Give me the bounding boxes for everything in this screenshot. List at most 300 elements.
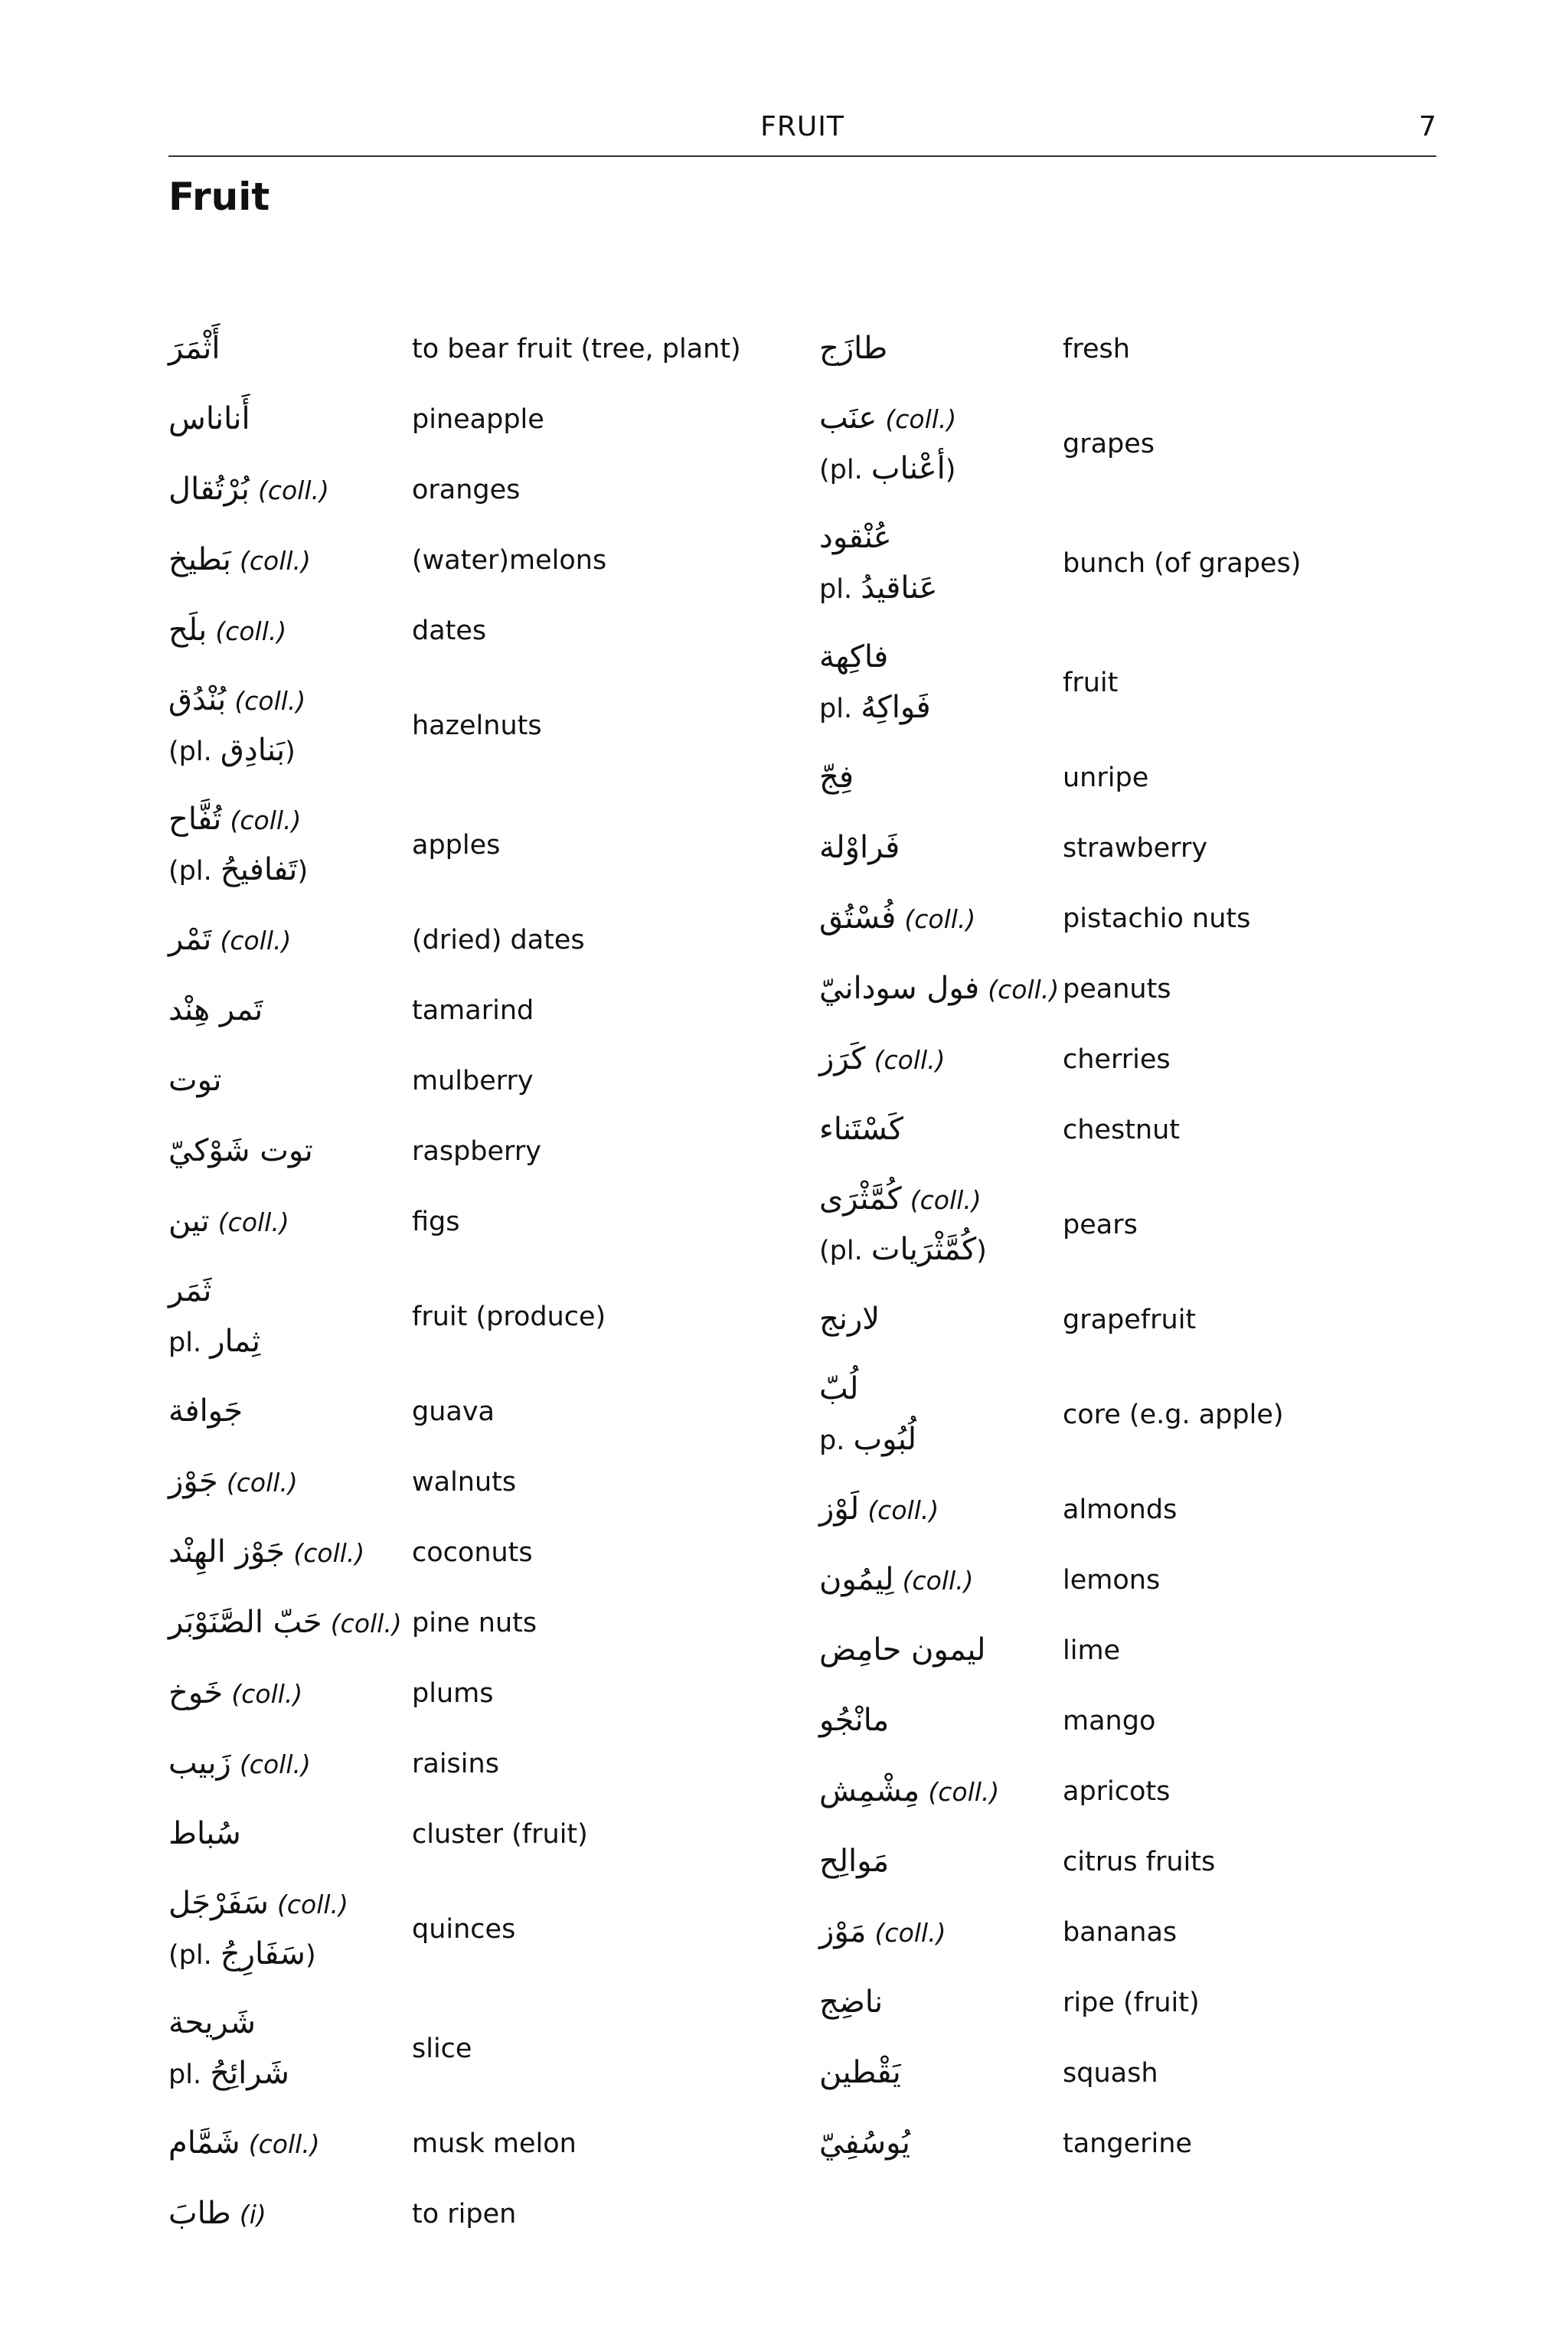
- english-gloss: dates: [412, 616, 487, 646]
- english-gloss: (dried) dates: [412, 925, 585, 956]
- plural-arabic: ثِمار: [210, 1324, 260, 1359]
- vocab-entry: [819, 1897, 1447, 1968]
- grammar-note: (coll.): [330, 1609, 402, 1638]
- entry-term: [819, 1907, 1063, 1958]
- term-line: [819, 2118, 1063, 2169]
- arabic-word: جَوْز الهِنْد: [168, 1534, 286, 1570]
- english-gloss: fruit: [1063, 668, 1119, 698]
- arabic-word: أَثْمَرَ: [168, 331, 220, 366]
- arabic-word: سُباط: [168, 1816, 241, 1851]
- arabic-word: توت: [168, 1063, 222, 1098]
- arabic-word: فاكِهة: [819, 639, 889, 675]
- english-gloss: citrus fruits: [1063, 1847, 1216, 1877]
- arabic-word: مِشْمِش: [819, 1773, 920, 1808]
- vocab-entry: [819, 884, 1447, 954]
- entry-term: [168, 1527, 412, 1578]
- arabic-word: بَطيخ: [168, 542, 231, 577]
- plural-arabic: عَناقيدُ: [861, 570, 938, 606]
- term-line: [819, 324, 1063, 374]
- entry-term: [168, 2118, 412, 2169]
- entry-term: [819, 1766, 1063, 1817]
- plural-prefix: pl.: [819, 574, 853, 605]
- vocab-entry: [819, 1545, 1447, 1615]
- term-line: [168, 1809, 412, 1860]
- arabic-word: كَسْتَناء: [819, 1112, 903, 1147]
- arabic-word: مانْجُو: [819, 1703, 890, 1738]
- term-line: [819, 753, 1063, 803]
- arabic-word: لُبّ: [819, 1371, 859, 1406]
- term-line: [168, 2118, 412, 2169]
- grammar-note: (coll.): [276, 1890, 348, 1919]
- plural-line: [168, 726, 412, 776]
- english-gloss: core (e.g. apple): [1063, 1400, 1284, 1430]
- term-line: [168, 535, 412, 586]
- term-line: [168, 1598, 412, 1648]
- term-line: [168, 1387, 412, 1437]
- term-line: [819, 1295, 1063, 1345]
- term-line: [168, 1457, 412, 1508]
- english-gloss: cherries: [1063, 1044, 1171, 1075]
- entry-term: [819, 1696, 1063, 1746]
- entry-term: [819, 1295, 1063, 1345]
- english-gloss: squash: [1063, 2058, 1158, 2089]
- entry-term: [168, 1126, 412, 1177]
- grammar-note: (coll.): [231, 1679, 303, 1709]
- vocab-entry: [819, 384, 1447, 504]
- term-line: [819, 2048, 1063, 2099]
- plural-prefix: pl.: [819, 694, 853, 724]
- arabic-word: شَمَّام: [168, 2125, 240, 2161]
- arabic-word: فَراوْلة: [819, 830, 900, 865]
- entry-term: [168, 1056, 412, 1106]
- term-line: [819, 394, 1063, 444]
- arabic-word: تَمر هِنْد: [168, 992, 263, 1027]
- plural-suffix: ): [305, 1940, 316, 1971]
- term-line: [819, 632, 1063, 683]
- arabic-word: ليمون حامِض: [819, 1632, 986, 1668]
- grammar-note: (i): [239, 2200, 266, 2230]
- running-header: [168, 111, 1436, 157]
- grammar-note: (coll.): [217, 1207, 289, 1237]
- term-line: [819, 1625, 1063, 1676]
- arabic-word: عنَب: [819, 400, 877, 436]
- plural-prefix: (pl.: [168, 856, 212, 887]
- arabic-word: فِجّ: [819, 760, 854, 795]
- vocab-entry: [168, 1377, 796, 1447]
- plural-line: [168, 1929, 412, 1980]
- vocab-entry: [168, 2179, 796, 2249]
- term-line: [819, 1907, 1063, 1958]
- arabic-word: زَبيب: [168, 1746, 231, 1781]
- arabic-word: جَوافة: [168, 1393, 243, 1429]
- entry-term: [819, 394, 1063, 495]
- english-gloss: raisins: [412, 1749, 499, 1779]
- term-line: [168, 394, 412, 445]
- vocab-entry: [819, 623, 1447, 743]
- vocab-entry: [819, 1355, 1447, 1475]
- plural-arabic: بَنادِق: [220, 733, 286, 768]
- vocab-entry: [819, 2109, 1447, 2179]
- arabic-word: ناضِج: [819, 1984, 884, 2020]
- vocab-entry: [819, 954, 1447, 1024]
- entry-term: [819, 1105, 1063, 1155]
- english-gloss: tangerine: [1063, 2128, 1192, 2159]
- term-line: [168, 1056, 412, 1106]
- vocab-entry: [168, 1517, 796, 1588]
- entry-term: [819, 1364, 1063, 1465]
- term-line: [168, 606, 412, 656]
- plural-line: [168, 1317, 412, 1367]
- english-gloss: ripe (fruit): [1063, 1988, 1200, 2018]
- english-gloss: chestnut: [1063, 1115, 1181, 1145]
- term-line: [819, 1105, 1063, 1155]
- english-gloss: musk melon: [412, 2128, 577, 2159]
- plural-prefix: (pl.: [168, 1940, 212, 1971]
- term-line: [168, 1668, 412, 1719]
- term-line: [819, 1766, 1063, 1817]
- entry-term: [819, 1978, 1063, 2028]
- vocab-entry: [168, 1116, 796, 1187]
- plural-arabic: سَفَارِجُ: [220, 1936, 305, 1971]
- plural-line: [819, 1225, 1063, 1276]
- english-gloss: unripe: [1063, 763, 1149, 793]
- entry-term: [168, 1387, 412, 1437]
- entry-term: [168, 394, 412, 445]
- entry-term: [819, 893, 1063, 944]
- term-line: [819, 513, 1063, 564]
- english-gloss: to bear fruit (tree, plant): [412, 334, 741, 364]
- english-gloss: oranges: [412, 475, 521, 505]
- vocab-entry: [168, 1588, 796, 1658]
- grammar-note: (coll.): [248, 2129, 320, 2159]
- arabic-word: خَوخ: [168, 1675, 224, 1710]
- plural-prefix: (pl.: [819, 455, 863, 485]
- entry-term: [168, 465, 412, 515]
- vocab-entry: [819, 1285, 1447, 1355]
- arabic-word: حَبّ الصَّنَوْبَر: [168, 1605, 322, 1640]
- english-gloss: plums: [412, 1678, 494, 1709]
- english-gloss: slice: [412, 2034, 472, 2064]
- english-gloss: pistachio nuts: [1063, 903, 1251, 934]
- grammar-note: (coll.): [293, 1538, 365, 1568]
- term-line: [819, 964, 1063, 1014]
- english-gloss: almonds: [1063, 1494, 1178, 1525]
- grammar-note: (coll.): [874, 1918, 946, 1948]
- grammar-note: (coll.): [215, 616, 287, 646]
- vocab-entry: [168, 975, 796, 1046]
- english-gloss: mulberry: [412, 1066, 534, 1096]
- vocab-entry: [819, 1475, 1447, 1545]
- entry-term: [819, 1485, 1063, 1535]
- vocab-entry: [168, 905, 796, 975]
- entry-term: [819, 2118, 1063, 2169]
- term-line: [168, 1998, 412, 2049]
- arabic-word: لِيمُون: [819, 1562, 894, 1597]
- plural-line: [819, 1415, 1063, 1465]
- vocab-entry: [168, 1187, 796, 1257]
- term-line: [819, 1174, 1063, 1225]
- vocab-entry: [168, 2109, 796, 2179]
- grammar-note: (coll.): [885, 404, 957, 434]
- term-line: [819, 1485, 1063, 1535]
- plural-arabic: لُبُوب: [853, 1422, 917, 1457]
- entry-term: [168, 606, 412, 656]
- term-line: [168, 675, 412, 726]
- arabic-word: شَريحة: [168, 2005, 256, 2040]
- arabic-word: سَفَرْجَل: [168, 1886, 269, 1921]
- english-gloss: bananas: [1063, 1917, 1178, 1948]
- arabic-word: تَمْر: [168, 922, 212, 957]
- term-line: [168, 1527, 412, 1578]
- arabic-word: أَناناس: [168, 401, 250, 436]
- entry-term: [819, 2048, 1063, 2099]
- plural-arabic: أعْناب: [871, 451, 946, 486]
- english-gloss: figs: [412, 1207, 460, 1237]
- entry-term: [168, 1998, 412, 2099]
- term-line: [168, 1126, 412, 1177]
- entry-term: [819, 513, 1063, 614]
- vocab-entry: [819, 2038, 1447, 2109]
- english-gloss: raspberry: [412, 1136, 541, 1167]
- entry-term: [168, 1809, 412, 1860]
- vocab-entry: [168, 1729, 796, 1799]
- entry-term: [168, 675, 412, 776]
- plural-line: [819, 683, 1063, 733]
- entry-term: [168, 985, 412, 1036]
- vocab-entry: [168, 384, 796, 455]
- entry-term: [168, 795, 412, 896]
- arabic-word: لارنج: [819, 1302, 880, 1337]
- term-line: [168, 1197, 412, 1247]
- vocab-entry: [819, 314, 1447, 384]
- english-gloss: peanuts: [1063, 974, 1171, 1004]
- english-gloss: grapefruit: [1063, 1305, 1197, 1335]
- entry-term: [168, 2189, 412, 2239]
- arabic-word: بُرْتُقال: [168, 472, 250, 507]
- arabic-word: كَرَز: [819, 1041, 866, 1076]
- vocab-entry: [168, 596, 796, 666]
- vocab-entry: [168, 1447, 796, 1517]
- plural-arabic: فَواكِهُ: [861, 690, 931, 725]
- vocab-entry: [819, 743, 1447, 813]
- vocab-entry: [168, 1658, 796, 1729]
- vocab-entry: [819, 1968, 1447, 2038]
- grammar-note: (coll.): [867, 1495, 939, 1525]
- term-line: [168, 1739, 412, 1789]
- vocab-entry: [168, 1799, 796, 1870]
- arabic-word: يَقْطين: [819, 2055, 901, 2090]
- arabic-word: يُوسُفِيّ: [819, 2125, 910, 2161]
- grammar-note: (coll.): [226, 1468, 298, 1498]
- grammar-note: (coll.): [904, 904, 976, 934]
- entry-term: [168, 915, 412, 965]
- vocab-entry: [819, 1827, 1447, 1897]
- arabic-word: بُنْدُق: [168, 682, 227, 717]
- term-line: [168, 795, 412, 845]
- grammar-note: (coll.): [988, 975, 1060, 1004]
- grammar-note: (coll.): [239, 546, 311, 576]
- english-gloss: guava: [412, 1396, 495, 1427]
- plural-arabic: كُمَّثْرَيات: [871, 1232, 977, 1267]
- english-gloss: coconuts: [412, 1537, 533, 1568]
- plural-line: [168, 2049, 412, 2099]
- term-line: [168, 324, 412, 374]
- entry-term: [819, 1625, 1063, 1676]
- right-column: [819, 314, 1447, 2179]
- grammar-note: (coll.): [234, 686, 306, 716]
- arabic-word: لَوْز: [819, 1491, 860, 1527]
- vocab-entry: [168, 1989, 796, 2109]
- term-line: [819, 1696, 1063, 1746]
- english-gloss: bunch (of grapes): [1063, 548, 1302, 579]
- entry-term: [168, 1598, 412, 1648]
- vocab-entry: [168, 455, 796, 525]
- vocab-entry: [819, 504, 1447, 623]
- term-line: [819, 1034, 1063, 1085]
- plural-prefix: pl.: [168, 2060, 202, 2090]
- entry-term: [819, 632, 1063, 733]
- vocab-entry: [819, 813, 1447, 884]
- english-gloss: pears: [1063, 1210, 1138, 1240]
- arabic-word: عُنْقود: [819, 520, 892, 555]
- entry-term: [819, 1555, 1063, 1606]
- arabic-word: مَوالِح: [819, 1844, 890, 1879]
- english-gloss: cluster (fruit): [412, 1819, 588, 1850]
- page-number: 7: [1419, 111, 1436, 142]
- vocab-entry: [819, 1165, 1447, 1285]
- english-gloss: apricots: [1063, 1776, 1171, 1807]
- vocab-entry: [819, 1615, 1447, 1686]
- plural-arabic: شَرائِحُ: [210, 2056, 289, 2091]
- arabic-word: مَوْز: [819, 1914, 867, 1949]
- plural-suffix: ): [285, 737, 296, 767]
- english-gloss: hazelnuts: [412, 710, 542, 741]
- section-title: Fruit: [168, 175, 270, 219]
- english-gloss: quinces: [412, 1914, 516, 1945]
- entry-term: [168, 324, 412, 374]
- english-gloss: strawberry: [1063, 833, 1208, 864]
- entry-term: [168, 535, 412, 586]
- entry-term: [819, 1837, 1063, 1887]
- plural-prefix: p.: [819, 1426, 845, 1456]
- term-line: [168, 1879, 412, 1929]
- arabic-word: جَوْز: [168, 1464, 218, 1499]
- english-gloss: mango: [1063, 1706, 1156, 1736]
- english-gloss: to ripen: [412, 2199, 517, 2230]
- arabic-word: بلَح: [168, 612, 207, 648]
- english-gloss: fruit (produce): [412, 1302, 606, 1332]
- plural-suffix: ): [945, 455, 956, 485]
- entry-term: [168, 1266, 412, 1367]
- plural-prefix: (pl.: [819, 1236, 863, 1266]
- english-gloss: lime: [1063, 1635, 1121, 1666]
- vocab-entry: [168, 666, 796, 786]
- term-line: [819, 1555, 1063, 1606]
- term-line: [168, 915, 412, 965]
- plural-line: [819, 564, 1063, 614]
- vocab-entry: [819, 1095, 1447, 1165]
- term-line: [168, 2189, 412, 2239]
- english-gloss: apples: [412, 830, 501, 861]
- grammar-note: (coll.): [239, 1749, 311, 1779]
- vocab-entry: [168, 1870, 796, 1989]
- plural-line: [819, 444, 1063, 495]
- arabic-word: طابَ: [168, 2196, 231, 2231]
- term-line: [819, 1978, 1063, 2028]
- entry-term: [168, 1668, 412, 1719]
- entry-term: [819, 1174, 1063, 1276]
- vocab-entry: [168, 1046, 796, 1116]
- english-gloss: grapes: [1063, 429, 1155, 459]
- arabic-word: كُمَّثْرَى: [819, 1181, 902, 1217]
- entry-term: [819, 823, 1063, 874]
- plural-prefix: (pl.: [168, 737, 212, 767]
- term-line: [168, 985, 412, 1036]
- plural-arabic: تَفافيحُ: [220, 852, 298, 887]
- arabic-word: فول سودانيّ: [819, 971, 980, 1006]
- english-gloss: walnuts: [412, 1467, 517, 1498]
- plural-suffix: ): [976, 1236, 987, 1266]
- term-line: [819, 893, 1063, 944]
- term-line: [168, 465, 412, 515]
- term-line: [819, 823, 1063, 874]
- english-gloss: tamarind: [412, 995, 534, 1026]
- term-line: [168, 1266, 412, 1317]
- vocab-entry: [819, 1686, 1447, 1756]
- entry-term: [168, 1739, 412, 1789]
- vocab-entry: [168, 786, 796, 905]
- grammar-note: (coll.): [910, 1185, 982, 1215]
- arabic-word: تين: [168, 1204, 210, 1239]
- left-column: [168, 314, 796, 2249]
- plural-suffix: ): [297, 856, 309, 887]
- entry-term: [819, 1034, 1063, 1085]
- english-gloss: fresh: [1063, 334, 1130, 364]
- entry-term: [819, 753, 1063, 803]
- vocab-entry: [168, 525, 796, 596]
- entry-term: [168, 1457, 412, 1508]
- running-title: FRUIT: [760, 111, 844, 142]
- vocab-entry: [168, 1257, 796, 1377]
- english-gloss: pineapple: [412, 404, 544, 435]
- english-gloss: pine nuts: [412, 1608, 537, 1638]
- plural-prefix: pl.: [168, 1328, 202, 1358]
- grammar-note: (coll.): [257, 475, 329, 505]
- grammar-note: (coll.): [902, 1566, 974, 1596]
- arabic-word: تُفَّاح: [168, 802, 222, 837]
- vocab-entry: [819, 1024, 1447, 1095]
- entry-term: [819, 964, 1063, 1014]
- grammar-note: (coll.): [928, 1777, 1000, 1807]
- grammar-note: (coll.): [874, 1045, 946, 1075]
- entry-term: [168, 1197, 412, 1247]
- entry-term: [819, 324, 1063, 374]
- english-gloss: lemons: [1063, 1565, 1161, 1596]
- arabic-word: توت شَوْكيّ: [168, 1133, 313, 1168]
- arabic-word: ثَمَر: [168, 1273, 212, 1308]
- grammar-note: (coll.): [220, 926, 292, 956]
- vocab-entry: [819, 1756, 1447, 1827]
- arabic-word: فُسْتُق: [819, 900, 897, 936]
- vocab-entry: [168, 314, 796, 384]
- term-line: [819, 1364, 1063, 1415]
- english-gloss: (water)melons: [412, 545, 607, 576]
- term-line: [819, 1837, 1063, 1887]
- arabic-word: طازَج: [819, 331, 888, 366]
- plural-line: [168, 845, 412, 896]
- grammar-note: (coll.): [230, 805, 302, 835]
- entry-term: [168, 1879, 412, 1980]
